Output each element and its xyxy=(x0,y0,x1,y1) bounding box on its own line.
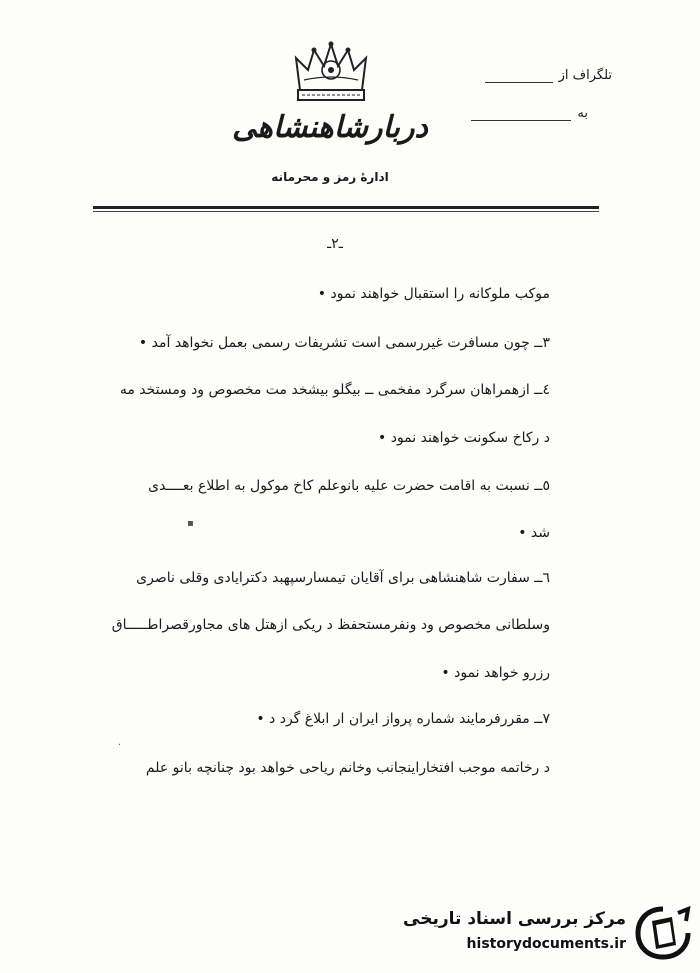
archive-name: مرکز بررسی اسناد تاریخی xyxy=(403,909,626,929)
body-line-10: ٧ــ مقررفرمایند شماره پرواز ایران ار ابلاغ گرد د • xyxy=(256,711,550,727)
page-number: ـ٢ـ xyxy=(327,236,343,252)
body-line-5: ٥ــ نسبت به اقامت حضرت علیه بانوعلم کاخ موکول به اطلاع بعــــدی xyxy=(148,478,550,494)
court-title: دربارشاهنشاهی xyxy=(232,110,428,145)
telegram-to-field xyxy=(471,106,588,121)
body-line-9: رزرو خواهد نمود • xyxy=(441,665,550,681)
body-line-7: ٦ــ سفارت شاهنشاهی برای آقایان تیمسارسپهبد دکترایادی وقلی ناصری xyxy=(136,570,550,586)
body-line-4: د رکاخ سکونت خواهند نمود • xyxy=(378,430,550,446)
archive-logo-icon xyxy=(634,905,692,961)
body-line-8: وسلطانی مخصوص ود ونفرمستحفظ د ریکی ازهتل های مجاورقصراطـــــاق xyxy=(111,617,550,633)
body-line-6: شد • xyxy=(518,525,550,541)
body-line-3: ٤ــ ازهمراهان سرگرد مفخمی ــ بیگلو بیشخد مت مخصوص ود ومستخد مه xyxy=(119,382,550,398)
archive-watermark xyxy=(402,903,692,963)
ink-speck: · xyxy=(118,740,122,751)
header-rule-thin xyxy=(93,211,599,212)
department-name: ادارهٔ رمز و محرمانه xyxy=(271,170,389,184)
body-line-11: د رخاتمه موجب افتخاراینجانب وخانم ریاحی خواهد بود چنانچه بانو علم xyxy=(145,760,550,776)
ink-speck: ▪ xyxy=(187,518,194,529)
telegram-from-field xyxy=(485,68,612,83)
body-line-2: ٣ــ چون مسافرت غیررسمی است تشریفات رسمی بعمل نخواهد آمد • xyxy=(138,335,550,351)
crown-emblem-icon xyxy=(290,40,372,108)
body-line-1: موکب ملوکانه را استقبال خواهند نمود • xyxy=(317,286,550,302)
header-rule-thick xyxy=(93,206,599,209)
archive-url: historydocuments.ir xyxy=(466,936,626,952)
telegram-to-blank xyxy=(471,119,571,121)
telegram-to-label: به xyxy=(577,106,588,121)
telegram-from-blank xyxy=(485,81,553,83)
telegram-from-label: تلگراف از xyxy=(558,68,612,83)
